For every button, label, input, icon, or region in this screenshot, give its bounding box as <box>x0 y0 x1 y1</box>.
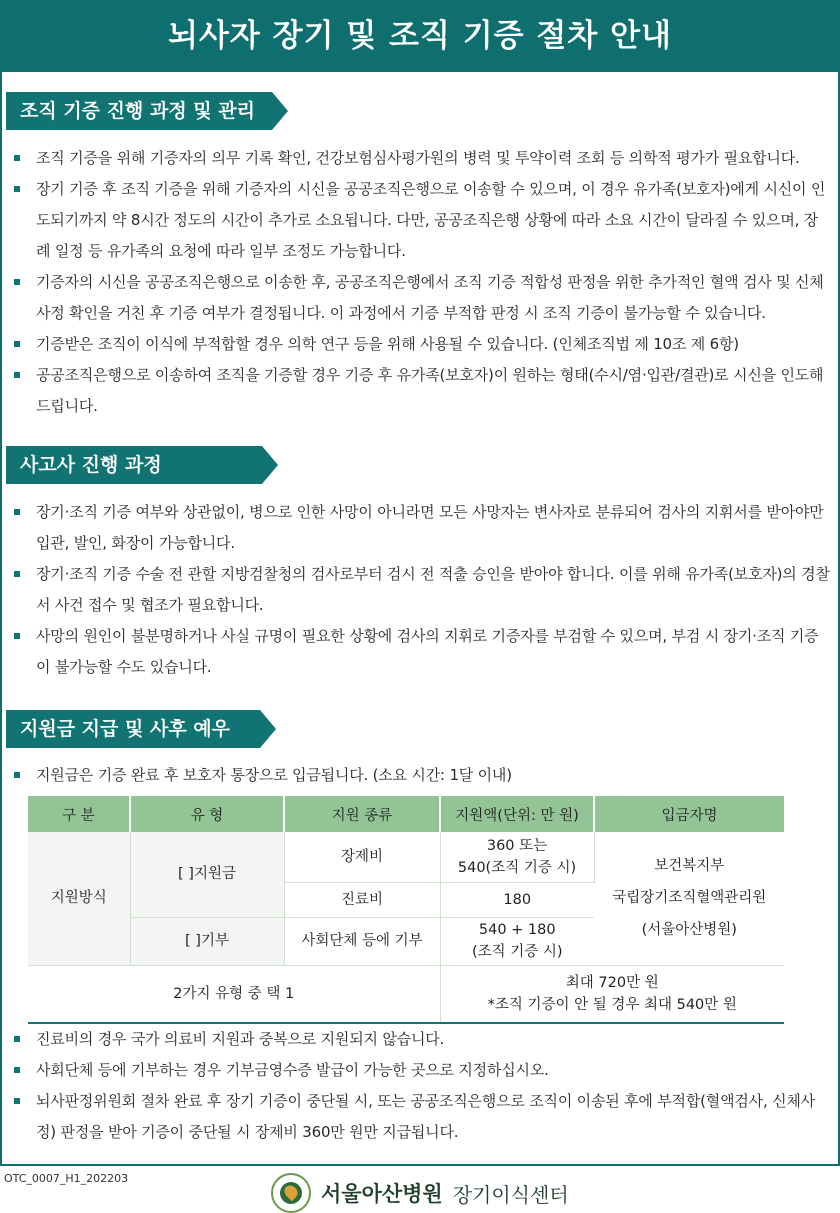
list-item: 공공조직은행으로 이송하여 조직을 기증할 경우 기증 후 유가족(보호자)이 원하는 형태(수시/염·입관/결관)로 시신을 인도해 드립니다. <box>10 360 832 422</box>
section-heading-tissue-donation: 조직 기증 진행 과정 및 관리 <box>6 92 272 130</box>
table-row-total <box>28 965 784 1023</box>
support-fund-table <box>28 796 784 1024</box>
list-item: 사망의 원인이 불분명하거나 사실 규명이 필요한 상황에 검사의 지휘로 기증자를 부검할 수 있으며, 부검 시 장기·조직 기증이 불가능할 수도 있습니다. <box>10 621 832 683</box>
bullet-icon <box>14 372 20 378</box>
bullet-icon <box>14 1067 20 1073</box>
bullet-icon <box>14 509 20 515</box>
list-item: 장기 기증 후 조직 기증을 위해 기증자의 시신을 공공조직은행으로 이송할 수 있으며, 이 경우 유가족(보호자)에게 시신이 인도되기까지 약 8시간 정도의 시간이 추가로 소요됩니다. 다만, 공공조직은행 상황에 따라 소요 시간이 달라질 수 있으며, 장례 일정 등 유가족의 요청에 따라 일부 조정도 가능합니다. <box>10 174 832 267</box>
bullet-icon <box>14 279 20 285</box>
list-item: 기증받은 조직이 이식에 부적합할 경우 의학 연구 등을 위해 사용될 수 있습니다. (인체조직법 제 10조 제 6항) <box>10 329 832 360</box>
table-header-cell: 유 형 <box>130 796 284 832</box>
support-notes-list <box>10 1024 832 1148</box>
document-code: OTC_0007_H1_202203 <box>4 1172 129 1185</box>
list-item: 기증자의 시신을 공공조직은행으로 이송한 후, 공공조직은행에서 조직 기증 적합성 판정을 위한 추가적인 혈액 검사 및 신체 사정 확인을 거친 후 기증 여부가 결정됩니다. 이 과정에서 기증 부적합 판정 시 조직 기증이 불가능할 수 있습니다. <box>10 267 832 329</box>
table-cell-total-label: 2가지 유형 중 택 1 <box>28 965 440 1023</box>
asan-emblem-icon <box>271 1173 311 1213</box>
page-title: 뇌사자 장기 및 조직 기증 절차 안내 <box>0 0 840 72</box>
bullet-icon <box>14 1036 20 1042</box>
table-header-cell: 구 분 <box>28 796 130 832</box>
tissue-donation-list <box>10 143 832 422</box>
list-item: 뇌사판정위원회 절차 완료 후 장기 기증이 중단될 시, 또는 공공조직은행으로 조직이 이송된 후에 부적합(혈액검사, 신체사정) 판정을 받아 기증이 중단될 시 장제비 360만 원만 지급됩니다. <box>10 1086 832 1148</box>
list-item: 장기·조직 기증 여부와 상관없이, 병으로 인한 사망이 아니라면 모든 사망자는 변사자로 분류되어 검사의 지휘서를 받아야만 입관, 발인, 화장이 가능합니다. <box>10 497 832 559</box>
bullet-icon <box>14 155 20 161</box>
table-cell-amount-donation: 540 + 180 (조직 기증 시) <box>440 917 594 965</box>
section-heading-accident-death: 사고사 진행 과정 <box>6 446 262 484</box>
bullet-icon <box>14 633 20 639</box>
hospital-name: 서울아산병원 <box>321 1182 443 1206</box>
support-intro-list <box>10 760 832 791</box>
table-cell-kind-donation: 사회단체 등에 기부 <box>284 917 440 965</box>
list-item: 사회단체 등에 기부하는 경우 기부금영수증 발급이 가능한 곳으로 지정하십시오. <box>10 1055 832 1086</box>
table-cell-amount-funeral: 360 또는 540(조직 기증 시) <box>440 832 594 882</box>
center-name: 장기이식센터 <box>452 1182 569 1207</box>
table-cell-type-donation: [ ]기부 <box>130 917 284 965</box>
table-cell-total-amount: 최대 720만 원 *조직 기증이 안 될 경우 최대 540만 원 <box>440 965 784 1023</box>
list-item: 지원금은 기증 완료 후 보호자 통장으로 입금됩니다. (소요 시간: 1달 이내) <box>10 760 832 791</box>
list-item: 진료비의 경우 국가 의료비 지원과 중복으로 지원되지 않습니다. <box>10 1024 832 1055</box>
bullet-icon <box>14 341 20 347</box>
bullet-icon <box>14 571 20 577</box>
hospital-logo <box>271 1173 569 1213</box>
table-cell-payer: 보건복지부 국립장기조직혈액관리원 (서울아산병원) <box>594 832 784 965</box>
table-cell-kind-medical: 진료비 <box>284 882 440 917</box>
table-cell-category: 지원방식 <box>28 832 130 965</box>
table-cell-kind-funeral: 장제비 <box>284 832 440 882</box>
table-header-row <box>28 796 784 832</box>
section-heading-support-fund: 지원금 지급 및 사후 예우 <box>6 710 260 748</box>
table-cell-amount-medical: 180 <box>440 882 594 917</box>
bullet-icon <box>14 772 20 778</box>
table-header-cell: 지원액(단위: 만 원) <box>440 796 594 832</box>
accident-death-list <box>10 497 832 683</box>
table-header-cell: 지원 종류 <box>284 796 440 832</box>
list-item: 장기·조직 기증 수술 전 관할 지방검찰청의 검사로부터 검시 전 적출 승인을 받아야 합니다. 이를 위해 유가족(보호자)의 경찰서 사건 접수 및 협조가 필요합니다. <box>10 559 832 621</box>
table-header-cell: 입금자명 <box>594 796 784 832</box>
bullet-icon <box>14 186 20 192</box>
bullet-icon <box>14 1098 20 1104</box>
table-row <box>28 832 784 882</box>
table-cell-type-support: [ ]지원금 <box>130 832 284 917</box>
list-item: 조직 기증을 위해 기증자의 의무 기록 확인, 건강보험심사평가원의 병력 및 투약이력 조회 등 의학적 평가가 필요합니다. <box>10 143 832 174</box>
